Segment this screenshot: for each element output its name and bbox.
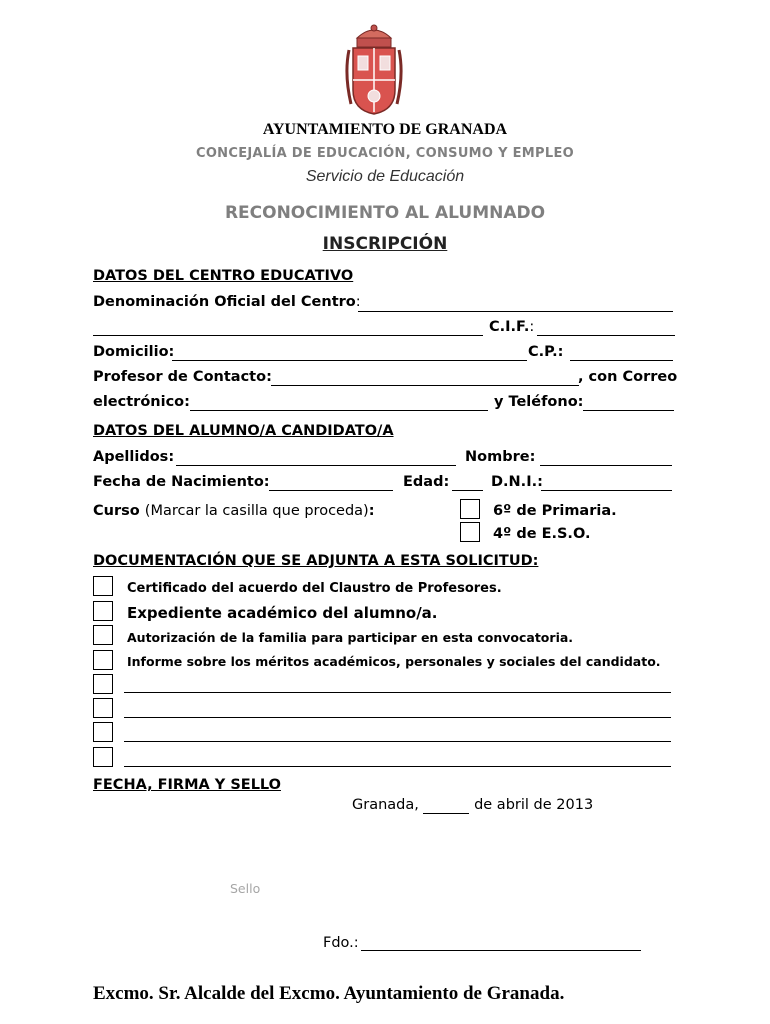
doc-item-2: Expediente académico del alumno/a. xyxy=(127,604,438,622)
service-name: Servicio de Educación xyxy=(305,168,465,185)
fdo-label: Fdo.: xyxy=(323,935,359,951)
doc-item-1: Certificado del acuerdo del Claustro de Profesores. xyxy=(127,581,502,596)
coat-of-arms-emblem xyxy=(343,24,405,118)
page-subtitle: INSCRIPCIÓN xyxy=(322,234,448,254)
doc-checkbox-8[interactable] xyxy=(93,747,113,767)
doc-extra-line-2[interactable] xyxy=(124,717,671,718)
domicilio-field[interactable] xyxy=(172,360,527,361)
dni-field[interactable] xyxy=(541,490,672,491)
centro-section-heading: DATOS DEL CENTRO EDUCATIVO xyxy=(93,268,354,284)
addressee: Excmo. Sr. Alcalde del Excmo. Ayuntamiento de Granada. xyxy=(93,983,565,1004)
electronico-label: electrónico: xyxy=(93,394,190,410)
nombre-field[interactable] xyxy=(540,465,672,466)
fecha-nacimiento-label: Fecha de Nacimiento: xyxy=(93,474,270,490)
fecha-nacimiento-field[interactable] xyxy=(269,490,393,491)
doc-checkbox-4[interactable] xyxy=(93,650,113,670)
email-field[interactable] xyxy=(190,410,488,411)
curso-eso-label: 4º de E.S.O. xyxy=(493,526,591,542)
cif-field[interactable] xyxy=(537,335,675,336)
correo-label: , con Correo xyxy=(578,369,678,385)
organization-name: AYUNTAMIENTO DE GRANADA xyxy=(262,121,508,138)
curso-label: Curso (Marcar la casilla que proceda): xyxy=(93,503,375,519)
signature-field[interactable] xyxy=(361,950,641,951)
telefono-label: y Teléfono: xyxy=(494,394,584,410)
doc-checkbox-7[interactable] xyxy=(93,722,113,742)
curso-eso-checkbox[interactable] xyxy=(460,522,480,542)
cif-label: C.I.F.: xyxy=(489,319,535,335)
doc-checkbox-2[interactable] xyxy=(93,601,113,621)
curso-primaria-checkbox[interactable] xyxy=(460,499,480,519)
denominacion-label: Denominación Oficial del Centro: xyxy=(93,294,361,310)
date-line: Granada, de abril de 2013 xyxy=(352,797,594,813)
profesor-field[interactable] xyxy=(271,385,579,386)
cp-field[interactable] xyxy=(570,360,673,361)
doc-item-3: Autorización de la familia para participar en esta convocatoria. xyxy=(127,630,574,645)
apellidos-field[interactable] xyxy=(176,465,456,466)
alumno-section-heading: DATOS DEL ALUMNO/A CANDIDATO/A xyxy=(93,423,394,439)
denominacion-field-cont[interactable] xyxy=(93,335,483,336)
profesor-label: Profesor de Contacto: xyxy=(93,369,272,385)
doc-extra-line-4[interactable] xyxy=(124,766,671,767)
doc-checkbox-5[interactable] xyxy=(93,674,113,694)
denominacion-field[interactable] xyxy=(358,311,673,312)
telefono-field[interactable] xyxy=(583,410,674,411)
department-name: CONCEJALÍA DE EDUCACIÓN, CONSUMO Y EMPLEO xyxy=(195,146,574,161)
curso-primaria-label: 6º de Primaria. xyxy=(493,503,617,519)
doc-checkbox-3[interactable] xyxy=(93,625,113,645)
firma-section-heading: FECHA, FIRMA Y SELLO xyxy=(93,777,281,793)
edad-label: Edad: xyxy=(403,474,450,490)
nombre-label: Nombre: xyxy=(465,449,536,465)
apellidos-label: Apellidos: xyxy=(93,449,175,465)
page-title: RECONOCIMIENTO AL ALUMNADO xyxy=(224,203,546,223)
dni-label: D.N.I.: xyxy=(491,474,543,490)
doc-extra-line-1[interactable] xyxy=(124,692,671,693)
cp-label: C.P.: xyxy=(528,344,564,360)
day-field[interactable] xyxy=(423,797,469,814)
doc-checkbox-1[interactable] xyxy=(93,576,113,596)
documentacion-section-heading: DOCUMENTACIÓN QUE SE ADJUNTA A ESTA SOLICITUD: xyxy=(93,553,539,569)
domicilio-label: Domicilio: xyxy=(93,344,175,360)
sello-label: Sello xyxy=(230,881,261,896)
doc-extra-line-3[interactable] xyxy=(124,741,671,742)
edad-field[interactable] xyxy=(452,490,483,491)
doc-item-4: Informe sobre los méritos académicos, personales y sociales del candidato. xyxy=(127,654,661,669)
doc-checkbox-6[interactable] xyxy=(93,698,113,718)
